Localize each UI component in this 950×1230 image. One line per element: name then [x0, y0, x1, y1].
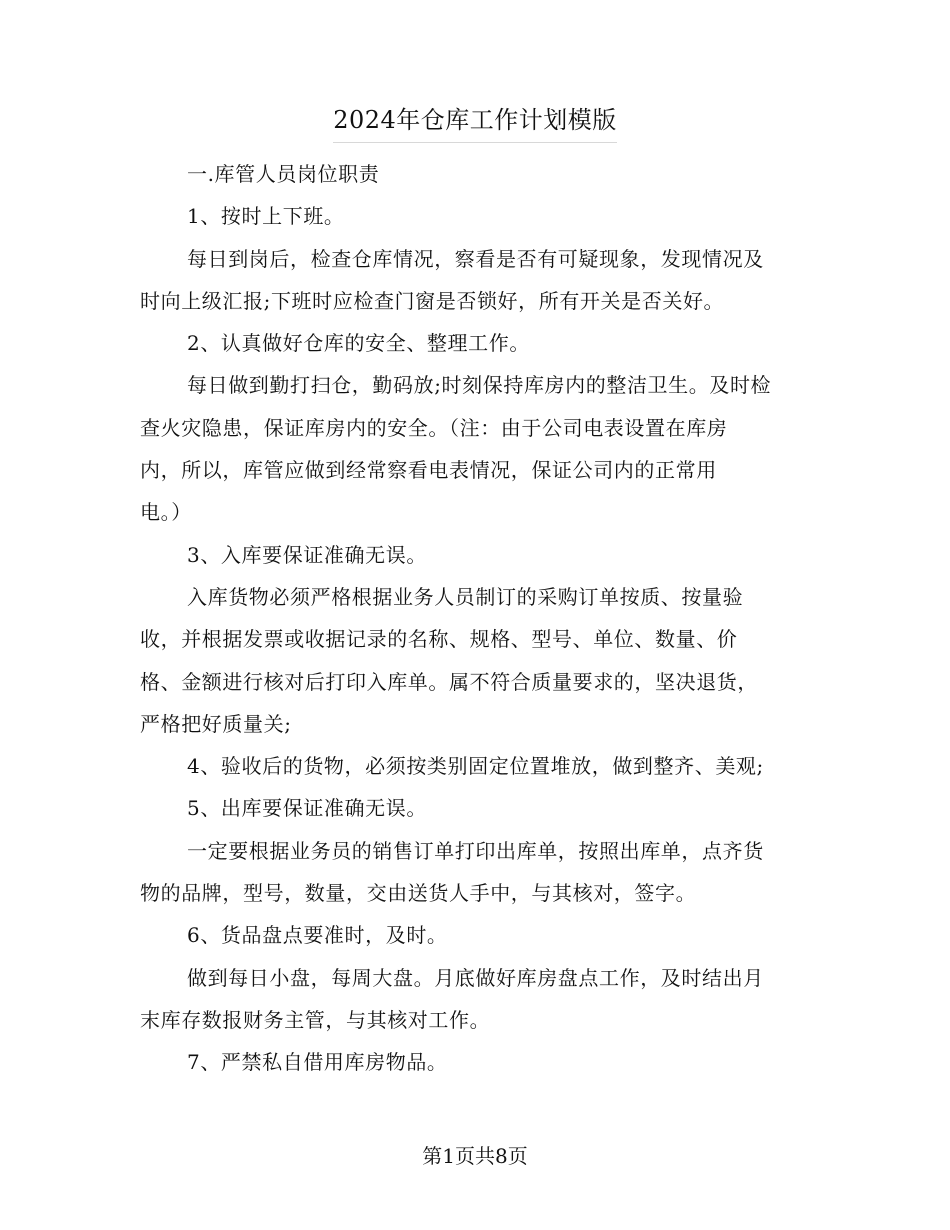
section-heading: 一.库管人员岗位职责 [187, 162, 380, 186]
paragraph-line: 入库货物必须严格根据业务人员制订的采购订单按质、按量验 [187, 584, 744, 609]
title-underline [333, 142, 617, 143]
list-item-heading: 4、验收后的货物，必须按类别固定位置堆放，做到整齐、美观; [187, 754, 764, 779]
list-item-heading: 6、货品盘点要准时，及时。 [187, 923, 448, 948]
list-item-heading: 1、按时上下班。 [187, 204, 345, 229]
paragraph-line: 做到每日小盘，每周大盘。月底做好库房盘点工作，及时结出月 [187, 965, 764, 990]
paragraph-line: 每日做到勤打扫仓，勤码放;时刻保持库房内的整洁卫生。及时检 [187, 373, 772, 398]
list-item-heading: 5、出库要保证准确无误。 [187, 796, 427, 821]
paragraph-line: 查火灾隐患，保证库房内的安全。（注：由于公司电表设置在库房 [140, 415, 728, 440]
list-item-heading: 3、入库要保证准确无误。 [187, 542, 427, 567]
list-item-heading: 2、认真做好仓库的安全、整理工作。 [187, 331, 530, 356]
list-item-heading: 7、严禁私自借用库房物品。 [187, 1050, 448, 1075]
paragraph-line: 末库存数报财务主管，与其核对工作。 [140, 1007, 491, 1032]
paragraph-line: 内，所以，库管应做到经常察看电表情况，保证公司内的正常用 [140, 458, 717, 483]
paragraph-line: 收，并根据发票或收据记录的名称、规格、型号、单位、数量、价 [140, 627, 738, 652]
paragraph-line: 格、金额进行核对后打印入库单。属不符合质量要求的，坚决退货， [140, 669, 758, 694]
document-body [140, 153, 810, 1084]
paragraph-line: 物的品牌，型号，数量，交由送货人手中，与其核对，签字。 [140, 881, 697, 906]
paragraph-line: 每日到岗后，检查仓库情况，察看是否有可疑现象，发现情况及 [187, 246, 764, 271]
paragraph-line: 时向上级汇报;下班时应检查门窗是否锁好，所有开关是否关好。 [140, 288, 725, 313]
paragraph-line: 一定要根据业务员的销售订单打印出库单，按照出库单，点齐货 [187, 838, 764, 863]
document-title: 2024年仓库工作计划模版 [333, 106, 617, 134]
page-number: 第1页共8页 [422, 1144, 528, 1168]
paragraph-line: 电。） [140, 500, 192, 525]
paragraph-line: 严格把好质量关; [140, 711, 292, 736]
